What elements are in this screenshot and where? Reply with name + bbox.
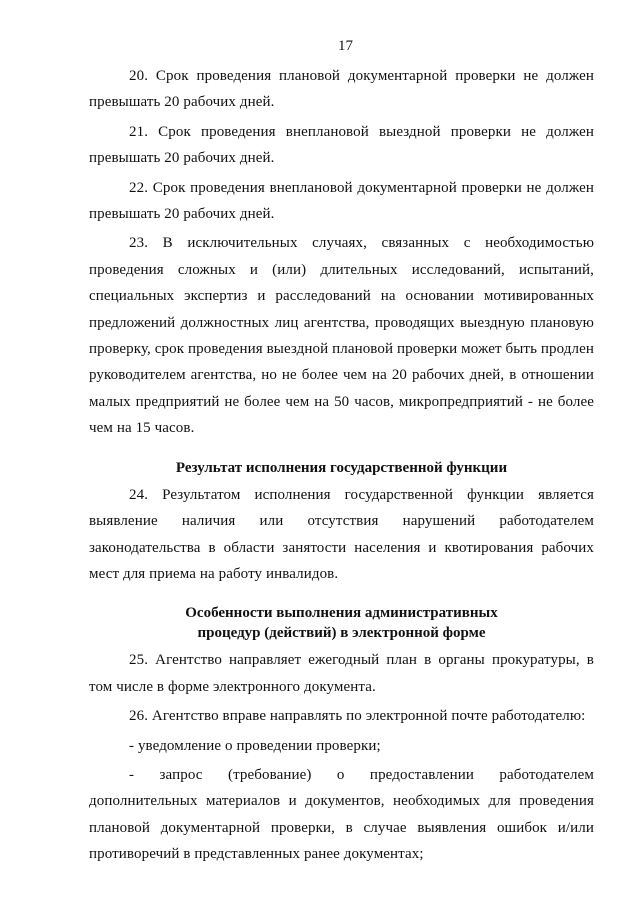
- paragraph-26: 26. Агентство вправе направлять по электронной почте работодателю:: [129, 708, 586, 725]
- section-heading-result: Результат исполнения государственной функции: [175, 459, 508, 476]
- paragraph-25: 25. Агентство направляет ежегодный план в органы прокуратуры, в том числе в форме электронного документа.: [89, 652, 594, 695]
- section-heading-electronic-line1: Особенности выполнения административных: [185, 605, 498, 622]
- page-number: 17: [338, 38, 353, 54]
- list-item: - запрос (требование) о предоставлении работодателем дополнительных материалов и документов, необходимых для проведения плановой документарной проверки, в случае выявления ошибок и/или противоречий в представленных ранее документах;: [89, 766, 594, 863]
- paragraph-24: 24. Результатом исполнения государственной функции является выявление наличия или отсутствия нарушений работодателем законодательства в области занятости населения и квотирования рабочих мест для приема на работу инвалидов.: [89, 486, 594, 582]
- paragraph-20: 20. Срок проведения плановой документарной проверки не должен превышать 20 рабочих дней.: [89, 68, 594, 111]
- section-heading-electronic: [89, 603, 594, 643]
- list-item: - уведомление о проведении проверки;: [129, 737, 381, 754]
- paragraph-23: 23. В исключительных случаях, связанных с необходимостью проведения сложных и (или) длительных исследований, испытаний, специальных экспертиз и расследований на основании мотивированных предложений должностных лиц агентства, проводящих выездную плановую проверку, срок проведения выездной плановой проверки может быть продлен руководителем агентства, но не более чем на 20 рабочих дней, в отношении малых предприятий не более чем на 50 часов, микропредприятий - не более чем на 15 часов.: [89, 235, 594, 437]
- paragraph-21: 21. Срок проведения внеплановой выездной проверки не должен превышать 20 рабочих дней.: [89, 123, 594, 167]
- section-heading-electronic-line2: процедур (действий) в электронной форме: [197, 625, 486, 642]
- paragraph-22: 22. Срок проведения внеплановой документарной проверки не должен превышать 20 рабочих дней.: [89, 179, 594, 223]
